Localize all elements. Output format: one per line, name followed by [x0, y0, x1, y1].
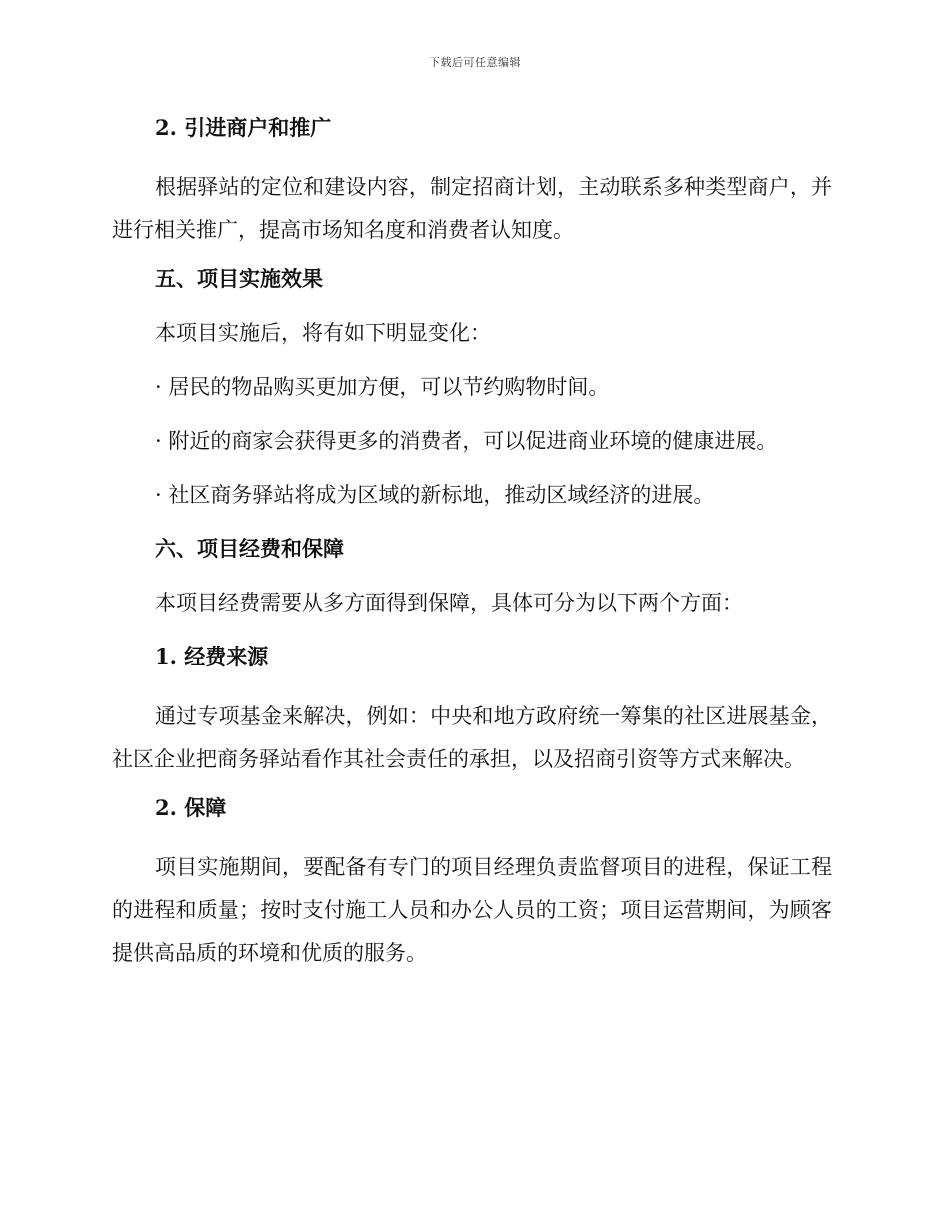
paragraph-effects-intro: 本项目实施后，将有如下明显变化： [155, 321, 491, 345]
bullet-item: · 附近的商家会获得更多的消费者，可以促进商业环境的健康进展。 [155, 429, 778, 453]
paragraph-introduce-merchants: 根据驿站的定位和建设内容，制定招商计划，主动联系多种类型商户，并进行相关推广，提高市场知名度和消费者认知度。 [112, 175, 832, 242]
document-body [112, 112, 832, 986]
section-heading-introduce-merchants: 2. 引进商户和推广 [155, 115, 332, 140]
bullet-item: · 居民的物品购买更加方便，可以节约购物时间。 [155, 375, 610, 399]
paragraph-guarantee: 项目实施期间，要配备有专门的项目经理负责监督项目的进程，保证工程的进程和质量；按时支付施工人员和办公人员的工资；项目运营期间，为顾客提供高品质的环境和优质的服务。 [112, 855, 832, 965]
section-heading-funding-guarantee: 六、项目经费和保障 [155, 536, 344, 561]
paragraph-funding-source: 通过专项基金来解决，例如：中央和地方政府统一筹集的社区进展基金，社区企业把商务驿站看作其社会责任的承担，以及招商引资等方式来解决。 [112, 704, 832, 771]
section-heading-implementation-effects: 五、项目实施效果 [155, 266, 323, 291]
subsection-heading-guarantee: 2. 保障 [155, 795, 227, 820]
page-header: 下载后可任意编辑 [429, 56, 521, 69]
bullet-item: · 社区商务驿站将成为区域的新标地，推动区域经济的进展。 [155, 483, 715, 507]
subsection-heading-funding-source: 1. 经费来源 [155, 644, 269, 669]
paragraph-funding-intro: 本项目经费需要从多方面得到保障，具体可分为以下两个方面： [155, 591, 743, 615]
